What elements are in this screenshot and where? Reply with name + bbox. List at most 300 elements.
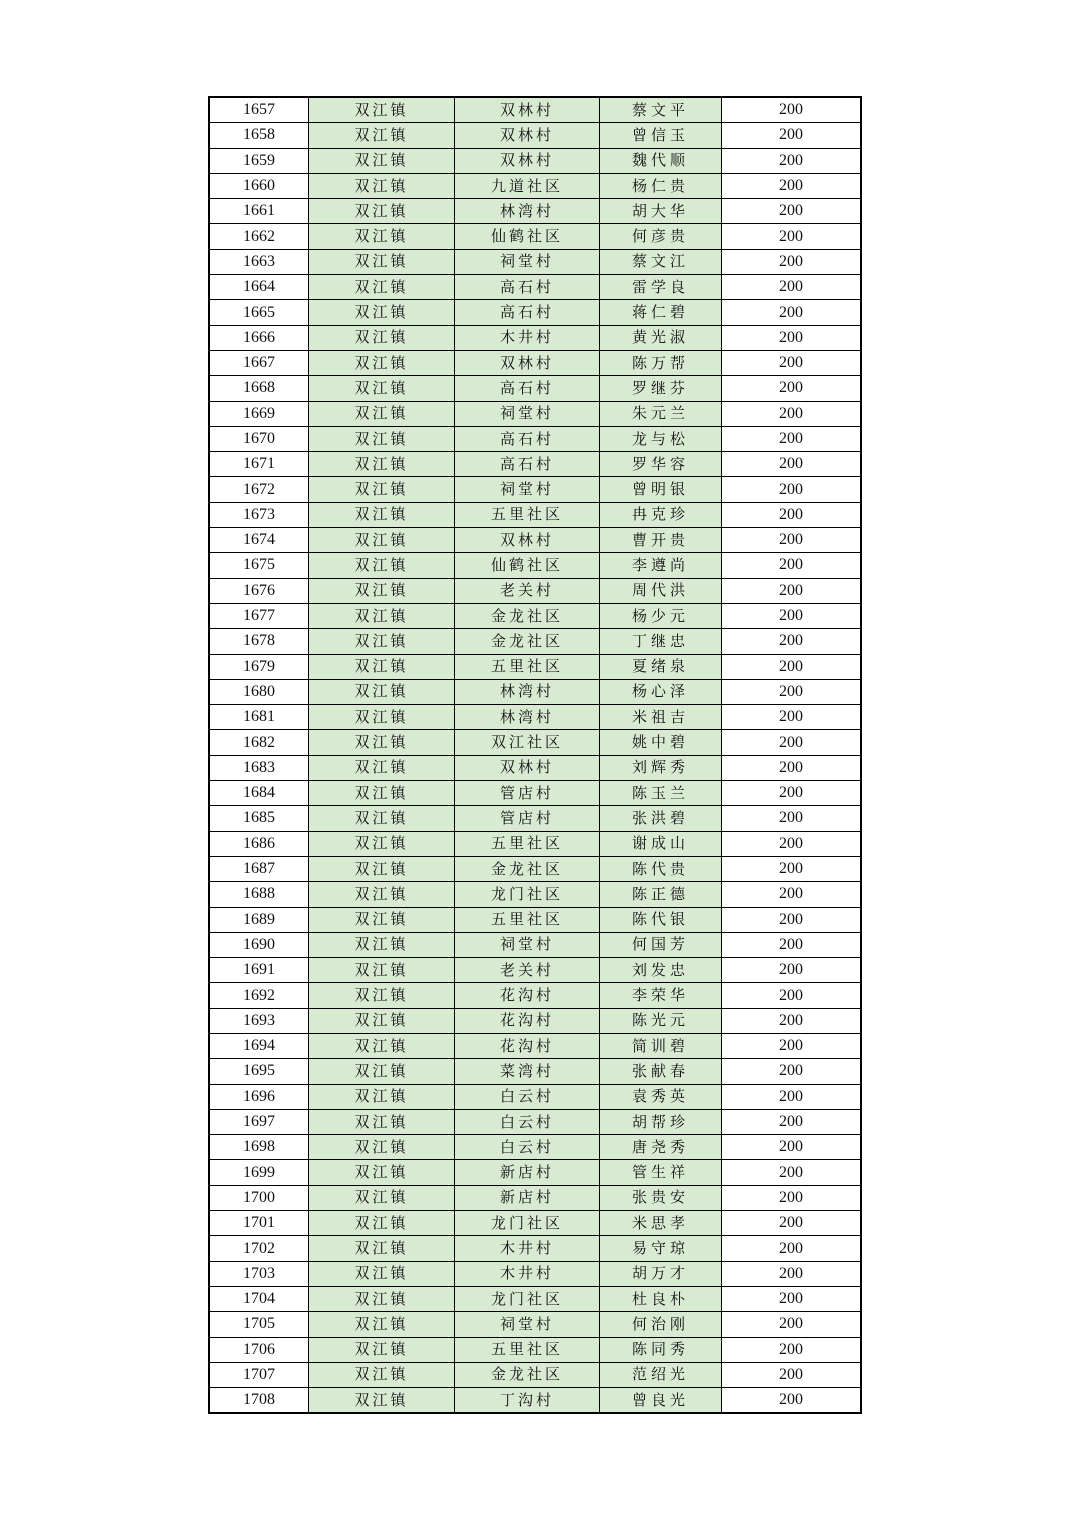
- town-cell: 双江镇: [309, 224, 455, 249]
- person-name-cell: 陈玉兰: [600, 781, 722, 806]
- table-row: [209, 1261, 861, 1286]
- table-row: [209, 249, 861, 274]
- town-cell: 双江镇: [309, 831, 455, 856]
- person-name-cell: 何国芳: [600, 932, 722, 957]
- person-name-cell: 龙与松: [600, 426, 722, 451]
- village-cell: 双林村: [455, 528, 600, 553]
- table-row: [209, 173, 861, 198]
- person-name-cell: 米思孝: [600, 1211, 722, 1236]
- town-cell: 双江镇: [309, 249, 455, 274]
- town-cell: 双江镇: [309, 629, 455, 654]
- village-cell: 五里社区: [455, 654, 600, 679]
- subsidy-table: [208, 96, 862, 1414]
- person-name-cell: 冉克珍: [600, 502, 722, 527]
- town-cell: 双江镇: [309, 1236, 455, 1261]
- amount-cell: 200: [722, 1286, 862, 1311]
- town-cell: 双江镇: [309, 148, 455, 173]
- village-cell: 木井村: [455, 1236, 600, 1261]
- table-row: [209, 148, 861, 173]
- amount-cell: 200: [722, 654, 862, 679]
- person-name-cell: 陈代贵: [600, 856, 722, 881]
- village-cell: 管店村: [455, 781, 600, 806]
- row-number-cell: 1666: [209, 325, 309, 350]
- person-name-cell: 蔡文平: [600, 97, 722, 123]
- person-name-cell: 杜良朴: [600, 1286, 722, 1311]
- amount-cell: 200: [722, 123, 862, 148]
- village-cell: 新店村: [455, 1160, 600, 1185]
- table-row: [209, 275, 861, 300]
- amount-cell: 200: [722, 199, 862, 224]
- table-row: [209, 452, 861, 477]
- village-cell: 老关村: [455, 958, 600, 983]
- village-cell: 林湾村: [455, 199, 600, 224]
- row-number-cell: 1693: [209, 1008, 309, 1033]
- person-name-cell: 魏代顺: [600, 148, 722, 173]
- village-cell: 祠堂村: [455, 932, 600, 957]
- town-cell: 双江镇: [309, 1059, 455, 1084]
- village-cell: 龙门社区: [455, 1211, 600, 1236]
- person-name-cell: 蔡文江: [600, 249, 722, 274]
- village-cell: 白云村: [455, 1109, 600, 1134]
- row-number-cell: 1659: [209, 148, 309, 173]
- person-name-cell: 杨少元: [600, 603, 722, 628]
- table-row: [209, 1362, 861, 1387]
- table-row: [209, 325, 861, 350]
- row-number-cell: 1690: [209, 932, 309, 957]
- town-cell: 双江镇: [309, 1185, 455, 1210]
- row-number-cell: 1679: [209, 654, 309, 679]
- person-name-cell: 李遵尚: [600, 553, 722, 578]
- village-cell: 金龙社区: [455, 1362, 600, 1387]
- amount-cell: 200: [722, 755, 862, 780]
- town-cell: 双江镇: [309, 1211, 455, 1236]
- town-cell: 双江镇: [309, 452, 455, 477]
- town-cell: 双江镇: [309, 97, 455, 123]
- row-number-cell: 1676: [209, 578, 309, 603]
- person-name-cell: 杨仁贵: [600, 173, 722, 198]
- town-cell: 双江镇: [309, 705, 455, 730]
- amount-cell: 200: [722, 249, 862, 274]
- amount-cell: 200: [722, 502, 862, 527]
- row-number-cell: 1699: [209, 1160, 309, 1185]
- person-name-cell: 蒋仁碧: [600, 300, 722, 325]
- table-row: [209, 1388, 861, 1414]
- amount-cell: 200: [722, 932, 862, 957]
- village-cell: 龙门社区: [455, 882, 600, 907]
- town-cell: 双江镇: [309, 1008, 455, 1033]
- amount-cell: 200: [722, 603, 862, 628]
- amount-cell: 200: [722, 350, 862, 375]
- person-name-cell: 雷学良: [600, 275, 722, 300]
- row-number-cell: 1703: [209, 1261, 309, 1286]
- row-number-cell: 1680: [209, 679, 309, 704]
- village-cell: 花沟村: [455, 1033, 600, 1058]
- table-row: [209, 1236, 861, 1261]
- village-cell: 管店村: [455, 806, 600, 831]
- amount-cell: 200: [722, 958, 862, 983]
- person-name-cell: 罗华容: [600, 452, 722, 477]
- person-name-cell: 张贵安: [600, 1185, 722, 1210]
- row-number-cell: 1667: [209, 350, 309, 375]
- person-name-cell: 陈光元: [600, 1008, 722, 1033]
- amount-cell: 200: [722, 831, 862, 856]
- row-number-cell: 1673: [209, 502, 309, 527]
- row-number-cell: 1681: [209, 705, 309, 730]
- row-number-cell: 1665: [209, 300, 309, 325]
- person-name-cell: 陈正德: [600, 882, 722, 907]
- table-row: [209, 426, 861, 451]
- village-cell: 丁沟村: [455, 1388, 600, 1414]
- town-cell: 双江镇: [309, 1135, 455, 1160]
- table-row: [209, 983, 861, 1008]
- village-cell: 高石村: [455, 300, 600, 325]
- village-cell: 新店村: [455, 1185, 600, 1210]
- table-row: [209, 856, 861, 881]
- person-name-cell: 张献春: [600, 1059, 722, 1084]
- amount-cell: 200: [722, 477, 862, 502]
- amount-cell: 200: [722, 401, 862, 426]
- amount-cell: 200: [722, 1160, 862, 1185]
- row-number-cell: 1663: [209, 249, 309, 274]
- row-number-cell: 1674: [209, 528, 309, 553]
- village-cell: 祠堂村: [455, 401, 600, 426]
- table-row: [209, 401, 861, 426]
- amount-cell: 200: [722, 275, 862, 300]
- town-cell: 双江镇: [309, 755, 455, 780]
- row-number-cell: 1685: [209, 806, 309, 831]
- person-name-cell: 曾信玉: [600, 123, 722, 148]
- person-name-cell: 米祖吉: [600, 705, 722, 730]
- person-name-cell: 杨心泽: [600, 679, 722, 704]
- row-number-cell: 1697: [209, 1109, 309, 1134]
- town-cell: 双江镇: [309, 1286, 455, 1311]
- amount-cell: 200: [722, 1337, 862, 1362]
- person-name-cell: 曾明银: [600, 477, 722, 502]
- table-row: [209, 1312, 861, 1337]
- village-cell: 白云村: [455, 1135, 600, 1160]
- amount-cell: 200: [722, 452, 862, 477]
- village-cell: 五里社区: [455, 907, 600, 932]
- amount-cell: 200: [722, 300, 862, 325]
- village-cell: 高石村: [455, 275, 600, 300]
- town-cell: 双江镇: [309, 1388, 455, 1414]
- amount-cell: 200: [722, 1185, 862, 1210]
- town-cell: 双江镇: [309, 856, 455, 881]
- table-row: [209, 1059, 861, 1084]
- row-number-cell: 1672: [209, 477, 309, 502]
- village-cell: 高石村: [455, 376, 600, 401]
- table-row: [209, 806, 861, 831]
- town-cell: 双江镇: [309, 1109, 455, 1134]
- village-cell: 木井村: [455, 325, 600, 350]
- amount-cell: 200: [722, 97, 862, 123]
- village-cell: 高石村: [455, 426, 600, 451]
- village-cell: 祠堂村: [455, 1312, 600, 1337]
- table-row: [209, 932, 861, 957]
- village-cell: 白云村: [455, 1084, 600, 1109]
- village-cell: 花沟村: [455, 1008, 600, 1033]
- amount-cell: 200: [722, 1211, 862, 1236]
- person-name-cell: 罗继芬: [600, 376, 722, 401]
- row-number-cell: 1687: [209, 856, 309, 881]
- town-cell: 双江镇: [309, 679, 455, 704]
- town-cell: 双江镇: [309, 958, 455, 983]
- town-cell: 双江镇: [309, 806, 455, 831]
- row-number-cell: 1684: [209, 781, 309, 806]
- village-cell: 双林村: [455, 123, 600, 148]
- row-number-cell: 1700: [209, 1185, 309, 1210]
- amount-cell: 200: [722, 705, 862, 730]
- village-cell: 木井村: [455, 1261, 600, 1286]
- row-number-cell: 1670: [209, 426, 309, 451]
- person-name-cell: 胡帮珍: [600, 1109, 722, 1134]
- town-cell: 双江镇: [309, 1337, 455, 1362]
- amount-cell: 200: [722, 1135, 862, 1160]
- row-number-cell: 1702: [209, 1236, 309, 1261]
- table-row: [209, 629, 861, 654]
- table-row: [209, 123, 861, 148]
- town-cell: 双江镇: [309, 426, 455, 451]
- town-cell: 双江镇: [309, 932, 455, 957]
- village-cell: 菜湾村: [455, 1059, 600, 1084]
- table-row: [209, 1033, 861, 1058]
- town-cell: 双江镇: [309, 528, 455, 553]
- village-cell: 九道社区: [455, 173, 600, 198]
- person-name-cell: 简训碧: [600, 1033, 722, 1058]
- amount-cell: 200: [722, 528, 862, 553]
- town-cell: 双江镇: [309, 781, 455, 806]
- table-row: [209, 376, 861, 401]
- village-cell: 龙门社区: [455, 1286, 600, 1311]
- row-number-cell: 1661: [209, 199, 309, 224]
- person-name-cell: 姚中碧: [600, 730, 722, 755]
- village-cell: 金龙社区: [455, 629, 600, 654]
- row-number-cell: 1671: [209, 452, 309, 477]
- table-row: [209, 97, 861, 123]
- amount-cell: 200: [722, 376, 862, 401]
- town-cell: 双江镇: [309, 730, 455, 755]
- table-row: [209, 654, 861, 679]
- person-name-cell: 胡万才: [600, 1261, 722, 1286]
- table-row: [209, 1084, 861, 1109]
- person-name-cell: 陈万帮: [600, 350, 722, 375]
- row-number-cell: 1677: [209, 603, 309, 628]
- table-row: [209, 679, 861, 704]
- table-row: [209, 755, 861, 780]
- person-name-cell: 曹开贵: [600, 528, 722, 553]
- amount-cell: 200: [722, 1084, 862, 1109]
- town-cell: 双江镇: [309, 502, 455, 527]
- person-name-cell: 曾良光: [600, 1388, 722, 1414]
- village-cell: 老关村: [455, 578, 600, 603]
- row-number-cell: 1698: [209, 1135, 309, 1160]
- table-row: [209, 224, 861, 249]
- person-name-cell: 黄光淑: [600, 325, 722, 350]
- town-cell: 双江镇: [309, 300, 455, 325]
- village-cell: 花沟村: [455, 983, 600, 1008]
- town-cell: 双江镇: [309, 350, 455, 375]
- town-cell: 双江镇: [309, 983, 455, 1008]
- table-row: [209, 1211, 861, 1236]
- amount-cell: 200: [722, 325, 862, 350]
- table-row: [209, 477, 861, 502]
- amount-cell: 200: [722, 679, 862, 704]
- row-number-cell: 1658: [209, 123, 309, 148]
- person-name-cell: 胡大华: [600, 199, 722, 224]
- person-name-cell: 张洪碧: [600, 806, 722, 831]
- town-cell: 双江镇: [309, 1312, 455, 1337]
- table-row: [209, 553, 861, 578]
- row-number-cell: 1704: [209, 1286, 309, 1311]
- row-number-cell: 1662: [209, 224, 309, 249]
- town-cell: 双江镇: [309, 578, 455, 603]
- row-number-cell: 1682: [209, 730, 309, 755]
- table-row: [209, 578, 861, 603]
- table-row: [209, 1008, 861, 1033]
- person-name-cell: 丁继忠: [600, 629, 722, 654]
- table-row: [209, 1337, 861, 1362]
- village-cell: 双林村: [455, 97, 600, 123]
- amount-cell: 200: [722, 426, 862, 451]
- town-cell: 双江镇: [309, 401, 455, 426]
- town-cell: 双江镇: [309, 1033, 455, 1058]
- village-cell: 仙鹤社区: [455, 553, 600, 578]
- row-number-cell: 1692: [209, 983, 309, 1008]
- person-name-cell: 谢成山: [600, 831, 722, 856]
- amount-cell: 200: [722, 1059, 862, 1084]
- village-cell: 双林村: [455, 350, 600, 375]
- town-cell: 双江镇: [309, 882, 455, 907]
- row-number-cell: 1696: [209, 1084, 309, 1109]
- table-row: [209, 199, 861, 224]
- person-name-cell: 袁秀英: [600, 1084, 722, 1109]
- amount-cell: 200: [722, 806, 862, 831]
- amount-cell: 200: [722, 1236, 862, 1261]
- person-name-cell: 刘辉秀: [600, 755, 722, 780]
- town-cell: 双江镇: [309, 1362, 455, 1387]
- village-cell: 金龙社区: [455, 856, 600, 881]
- town-cell: 双江镇: [309, 275, 455, 300]
- table-row: [209, 1286, 861, 1311]
- person-name-cell: 范绍光: [600, 1362, 722, 1387]
- town-cell: 双江镇: [309, 1160, 455, 1185]
- village-cell: 双林村: [455, 755, 600, 780]
- person-name-cell: 易守琼: [600, 1236, 722, 1261]
- amount-cell: 200: [722, 1362, 862, 1387]
- person-name-cell: 管生祥: [600, 1160, 722, 1185]
- town-cell: 双江镇: [309, 654, 455, 679]
- amount-cell: 200: [722, 1261, 862, 1286]
- amount-cell: 200: [722, 1312, 862, 1337]
- town-cell: 双江镇: [309, 123, 455, 148]
- table-row: [209, 882, 861, 907]
- town-cell: 双江镇: [309, 325, 455, 350]
- person-name-cell: 夏绪泉: [600, 654, 722, 679]
- town-cell: 双江镇: [309, 907, 455, 932]
- village-cell: 双江社区: [455, 730, 600, 755]
- table-body: [209, 97, 861, 1413]
- village-cell: 林湾村: [455, 679, 600, 704]
- row-number-cell: 1694: [209, 1033, 309, 1058]
- row-number-cell: 1705: [209, 1312, 309, 1337]
- table-row: [209, 502, 861, 527]
- amount-cell: 200: [722, 1388, 862, 1414]
- table-row: [209, 528, 861, 553]
- table-row: [209, 781, 861, 806]
- row-number-cell: 1695: [209, 1059, 309, 1084]
- row-number-cell: 1689: [209, 907, 309, 932]
- row-number-cell: 1688: [209, 882, 309, 907]
- table-row: [209, 1135, 861, 1160]
- village-cell: 金龙社区: [455, 603, 600, 628]
- town-cell: 双江镇: [309, 376, 455, 401]
- table-row: [209, 907, 861, 932]
- amount-cell: 200: [722, 856, 862, 881]
- table-row: [209, 300, 861, 325]
- person-name-cell: 何治刚: [600, 1312, 722, 1337]
- town-cell: 双江镇: [309, 553, 455, 578]
- amount-cell: 200: [722, 1109, 862, 1134]
- town-cell: 双江镇: [309, 199, 455, 224]
- town-cell: 双江镇: [309, 1084, 455, 1109]
- person-name-cell: 何彦贵: [600, 224, 722, 249]
- row-number-cell: 1669: [209, 401, 309, 426]
- village-cell: 双林村: [455, 148, 600, 173]
- village-cell: 五里社区: [455, 831, 600, 856]
- table-row: [209, 1160, 861, 1185]
- amount-cell: 200: [722, 730, 862, 755]
- village-cell: 五里社区: [455, 1337, 600, 1362]
- row-number-cell: 1708: [209, 1388, 309, 1414]
- table-row: [209, 705, 861, 730]
- person-name-cell: 李荣华: [600, 983, 722, 1008]
- row-number-cell: 1675: [209, 553, 309, 578]
- amount-cell: 200: [722, 629, 862, 654]
- town-cell: 双江镇: [309, 1261, 455, 1286]
- row-number-cell: 1706: [209, 1337, 309, 1362]
- row-number-cell: 1686: [209, 831, 309, 856]
- row-number-cell: 1707: [209, 1362, 309, 1387]
- village-cell: 高石村: [455, 452, 600, 477]
- amount-cell: 200: [722, 553, 862, 578]
- person-name-cell: 陈代银: [600, 907, 722, 932]
- row-number-cell: 1678: [209, 629, 309, 654]
- amount-cell: 200: [722, 983, 862, 1008]
- table-row: [209, 1109, 861, 1134]
- row-number-cell: 1664: [209, 275, 309, 300]
- amount-cell: 200: [722, 781, 862, 806]
- amount-cell: 200: [722, 1033, 862, 1058]
- town-cell: 双江镇: [309, 173, 455, 198]
- person-name-cell: 朱元兰: [600, 401, 722, 426]
- row-number-cell: 1660: [209, 173, 309, 198]
- person-name-cell: 唐尧秀: [600, 1135, 722, 1160]
- amount-cell: 200: [722, 1008, 862, 1033]
- village-cell: 祠堂村: [455, 249, 600, 274]
- amount-cell: 200: [722, 578, 862, 603]
- town-cell: 双江镇: [309, 477, 455, 502]
- amount-cell: 200: [722, 173, 862, 198]
- table-row: [209, 1185, 861, 1210]
- table-row: [209, 603, 861, 628]
- village-cell: 仙鹤社区: [455, 224, 600, 249]
- row-number-cell: 1691: [209, 958, 309, 983]
- table-row: [209, 350, 861, 375]
- row-number-cell: 1701: [209, 1211, 309, 1236]
- table-row: [209, 831, 861, 856]
- row-number-cell: 1683: [209, 755, 309, 780]
- amount-cell: 200: [722, 882, 862, 907]
